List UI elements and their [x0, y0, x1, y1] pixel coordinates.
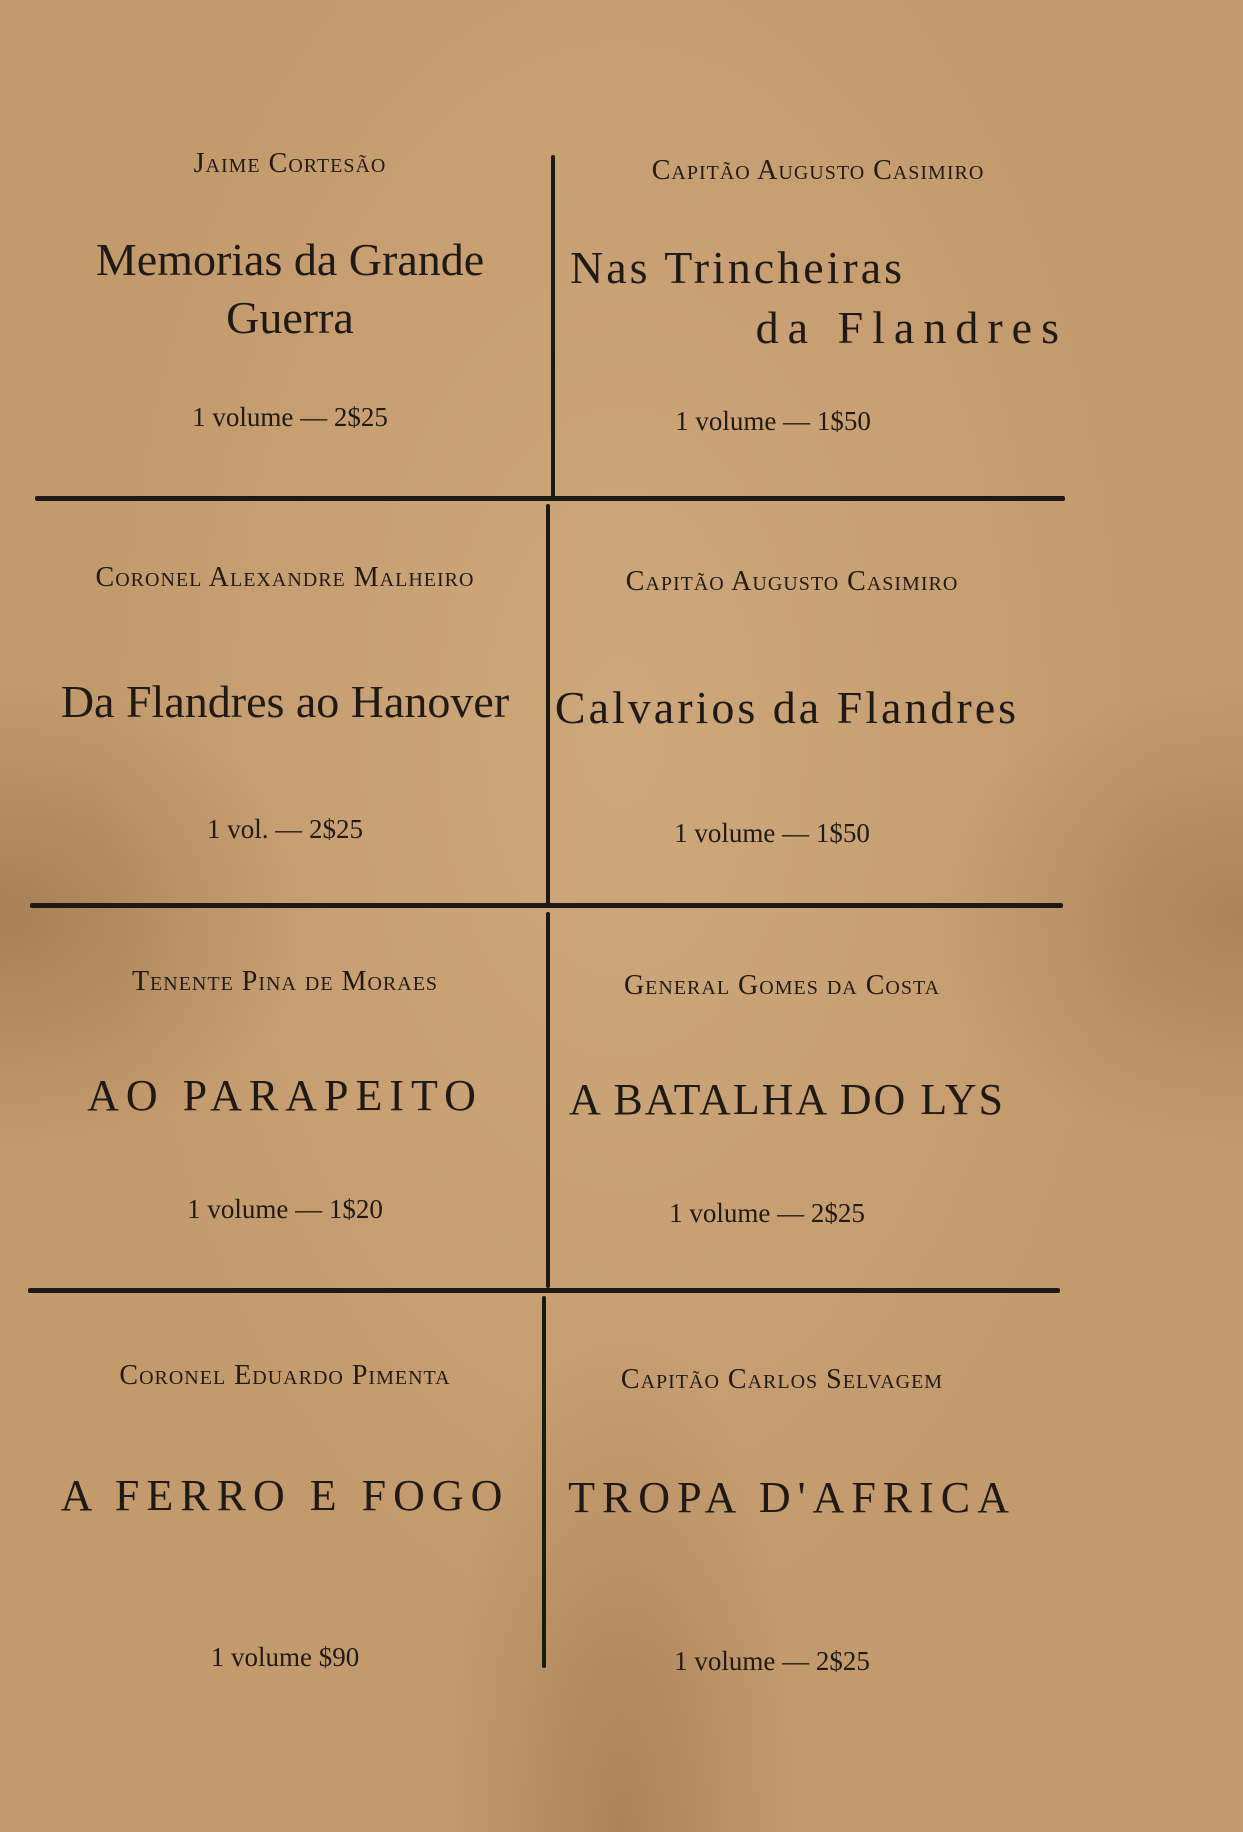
entry-title-line: AO PARAPEITO: [87, 1071, 483, 1120]
row-divider-3: [28, 1288, 1060, 1293]
entry-title-line: Calvarios da Flandres: [554, 682, 1020, 733]
entry-title-line: Memorias da Grande: [95, 234, 485, 285]
entry-price: 1 volume — 1$20: [187, 1194, 383, 1224]
entry-title-line: Da Flandres ao Hanover: [60, 676, 510, 727]
entry-title-line: TROPA D'AFRICA: [568, 1473, 1016, 1522]
catalog-entry: [25, 1296, 545, 1696]
entry-author: General Gomes da Costa: [623, 970, 941, 1001]
entry-price: 1 vol. — 2$25: [206, 814, 363, 844]
column-divider-row-2: [546, 504, 550, 904]
entry-author: Capitão Carlos Selvagem: [620, 1364, 944, 1395]
entry-author: Tenente Pina de Moraes: [131, 966, 439, 997]
catalog-entry: [552, 912, 1072, 1288]
catalog-entry: [552, 504, 1072, 904]
entry-price: 1 volume — 1$50: [674, 818, 870, 848]
entry-price: 1 volume — 2$25: [192, 402, 388, 432]
entry-author: Coronel Eduardo Pimenta: [119, 1360, 451, 1391]
entry-title-line: Nas Trincheiras: [570, 242, 906, 293]
catalog-entry: [30, 0, 550, 496]
entry-author: Capitão Augusto Casimiro: [625, 566, 959, 597]
column-divider-row-1: [551, 155, 555, 500]
entry-title-line: da Flandres: [755, 302, 1068, 353]
entry-author: Capitão Augusto Casimiro: [651, 155, 985, 186]
catalog-entry: [552, 1296, 1072, 1696]
catalog-entry: [25, 504, 545, 904]
entry-price: 1 volume $90: [210, 1642, 360, 1672]
entry-title-line: A FERRO E FOGO: [60, 1471, 510, 1520]
entry-title-line: A BATALHA DO LYS: [569, 1075, 1005, 1124]
row-divider-1: [35, 496, 1065, 501]
column-divider-row-3: [546, 912, 550, 1288]
catalog-entry: [25, 912, 545, 1288]
entry-price: 1 volume — 1$50: [675, 406, 871, 436]
entry-title-line: Guerra: [226, 292, 354, 343]
entry-price: 1 volume — 2$25: [669, 1198, 865, 1228]
entry-author: Coronel Alexandre Malheiro: [95, 562, 475, 593]
catalog-entry: [558, 0, 1078, 496]
entry-price: 1 volume — 2$25: [674, 1646, 870, 1676]
entry-author: Jaime Cortesão: [193, 148, 387, 179]
